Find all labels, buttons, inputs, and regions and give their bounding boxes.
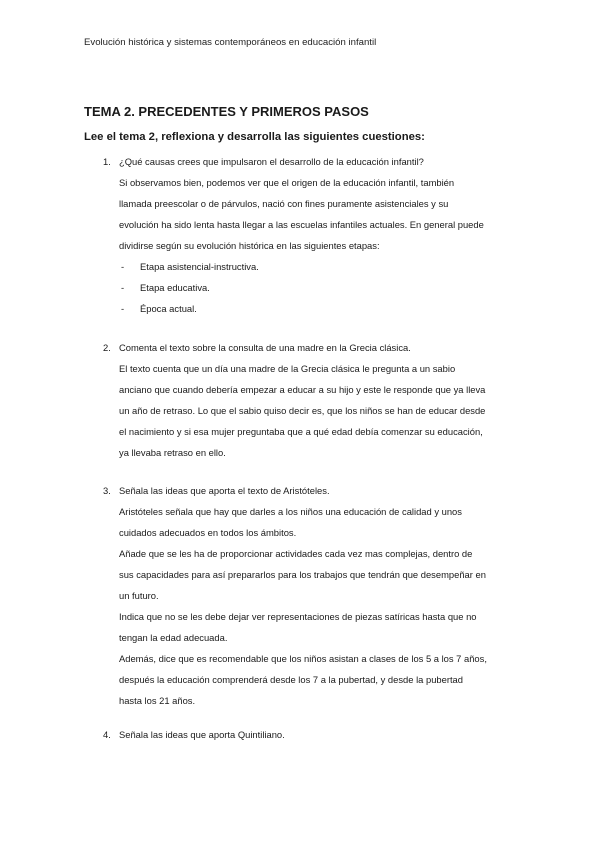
answer-line: cuidados adecuados en todos los ámbitos.: [119, 527, 297, 538]
answer-line: Indica que no se les debe dejar ver representaciones de piezas satíricas hasta que no: [119, 611, 477, 622]
answer-line: Aristóteles señala que hay que darles a los niños una educación de calidad y unos: [119, 506, 462, 517]
question-text: Señala las ideas que aporta el texto de Aristóteles.: [119, 485, 330, 496]
answer-line: dividirse según su evolución histórica en las siguientes etapas:: [119, 240, 380, 251]
bullet-dash: -: [121, 282, 125, 293]
answer-line: Añade que se les ha de proporcionar actividades cada vez mas complejas, dentro de: [119, 548, 473, 559]
answer-line: un año de retraso. Lo que el sabio quiso decir es, que los niños se han de educar desde: [119, 405, 486, 416]
instructions-subtitle: Lee el tema 2, reflexiona y desarrolla las siguientes cuestiones:: [84, 131, 425, 143]
question-text: Señala las ideas que aporta Quintiliano.: [119, 729, 285, 740]
answer-line: sus capacidades para así prepararlos para los trabajos que tendrán que desempeñar en: [119, 569, 486, 580]
question-number: 4.: [103, 729, 111, 740]
bullet-dash: -: [121, 261, 125, 272]
answer-line: hasta los 21 años.: [119, 695, 196, 706]
answer-line: ya llevaba retraso en ello.: [119, 447, 226, 458]
bullet-dash: -: [121, 303, 125, 314]
answer-line: tengan la edad adecuada.: [119, 632, 228, 643]
answer-line: llamada preescolar o de párvulos, nació con fines puramente asistenciales y su: [119, 198, 449, 209]
answer-line: un futuro.: [119, 590, 159, 601]
answer-line: El texto cuenta que un día una madre de la Grecia clásica le pregunta a un sabio: [119, 363, 456, 374]
bullet-item: Época actual.: [140, 303, 197, 314]
answer-line: después la educación comprenderá desde los 7 a la pubertad, y desde la pubertad: [119, 674, 463, 685]
question-text: ¿Qué causas crees que impulsaron el desarrollo de la educación infantil?: [119, 156, 424, 167]
answer-line: Además, dice que es recomendable que los niños asistan a clases de los 5 a los 7 años,: [119, 653, 487, 664]
bullet-item: Etapa asistencial-instructiva.: [140, 261, 259, 272]
answer-line: anciano que cuando debería empezar a educar a su hijo y este le responde que ya lleva: [119, 384, 486, 395]
answer-line: el nacimiento y si esa mujer preguntaba que a qué edad debía comenzar su educación,: [119, 426, 483, 437]
answer-line: Si observamos bien, podemos ver que el origen de la educación infantil, también: [119, 177, 455, 188]
question-number: 1.: [103, 156, 111, 167]
question-number: 3.: [103, 485, 111, 496]
answer-line: evolución ha sido lenta hasta llegar a las escuelas infantiles actuales. En general puede: [119, 219, 484, 230]
page-title: TEMA 2. PRECEDENTES Y PRIMEROS PASOS: [84, 104, 369, 119]
bullet-item: Etapa educativa.: [140, 282, 210, 293]
document-header: Evolución histórica y sistemas contemporáneos en educación infantil: [84, 37, 377, 48]
question-number: 2.: [103, 342, 111, 353]
question-text: Comenta el texto sobre la consulta de una madre en la Grecia clásica.: [119, 342, 411, 353]
